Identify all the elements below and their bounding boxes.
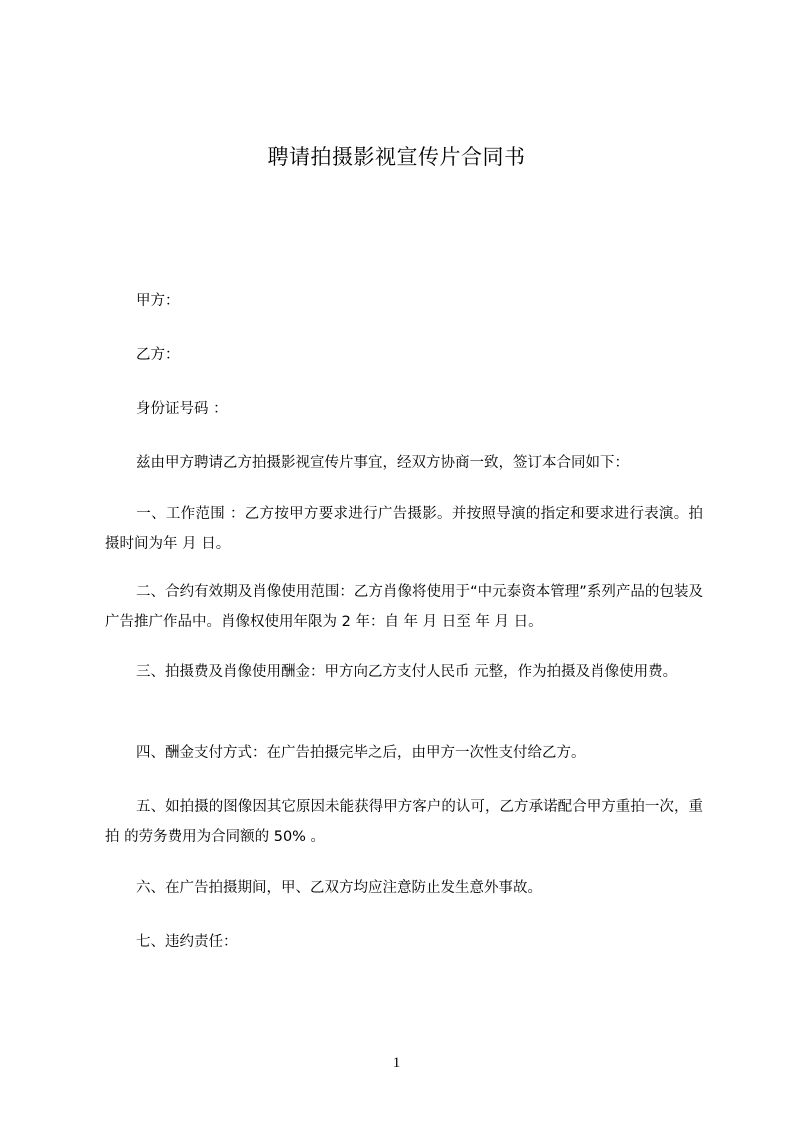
- clause-2-text: 二、合约有效期及肖像使用范围：乙方肖像将使用于“中元泰资本管理”系列产品的包装及广告推广作品中。肖像权使用年限为 2 年：自 年 月 日至 年 月 日。: [105, 584, 703, 630]
- clause-5: [105, 792, 703, 852]
- clause-7: 七、违约责任：: [136, 934, 238, 950]
- party-b-label: 乙方：: [136, 347, 180, 363]
- party-a-label: 甲方：: [136, 293, 180, 309]
- clause-1-text: 一、工作范围 ：乙方按甲方要求进行广告摄影。并按照导演的指定和要求进行表演。拍摄时间为年 月 日。: [105, 506, 703, 552]
- clause-4: 四、酬金支付方式：在广告拍摄完毕之后，由甲方一次性支付给乙方。: [136, 745, 586, 761]
- clause-1: [105, 499, 703, 559]
- clause-2: [105, 577, 703, 637]
- clause-3-text: 三、拍摄费及肖像使用酬金：甲方向乙方支付人民币 元整，作为拍摄及肖像使用费。: [136, 664, 678, 680]
- intro-paragraph: 兹由甲方聘请乙方拍摄影视宣传片事宜，经双方协商一致，签订本合同如下：: [136, 455, 629, 471]
- document-title: 聘请拍摄影视宣传片合同书: [267, 145, 526, 169]
- clause-5-text: 五、如拍摄的图像因其它原因未能获得甲方客户的认可，乙方承诺配合甲方重拍一次，重拍 的劳务费用为合同额的 50% 。: [105, 799, 703, 845]
- clause-3: [105, 657, 703, 687]
- id-number-label: 身份证号码 ：: [136, 401, 228, 417]
- page-number: 1: [392, 1055, 401, 1071]
- clause-6: 六、在广告拍摄期间，甲、乙双方均应注意防止发生意外事故。: [136, 880, 542, 896]
